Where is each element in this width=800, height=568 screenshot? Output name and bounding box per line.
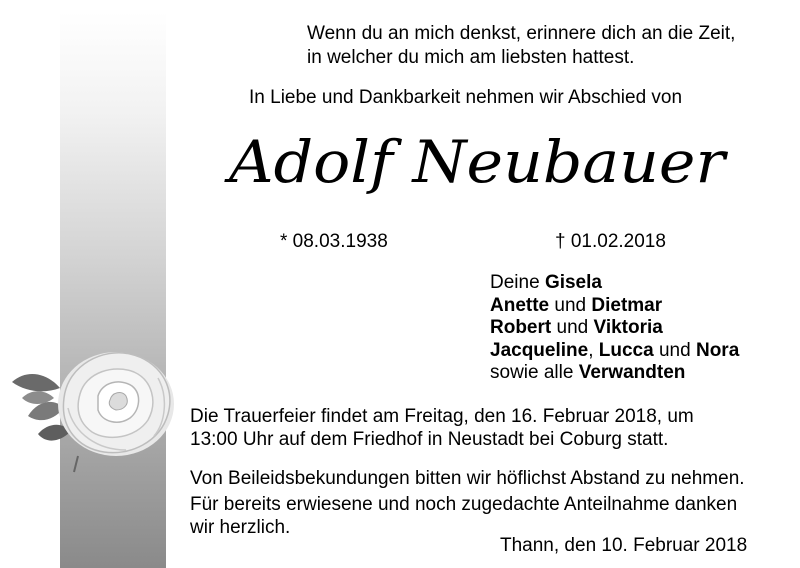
funeral-line-2: 13:00 Uhr auf dem Friedhof in Neustadt bei Coburg statt. xyxy=(190,429,669,450)
condolence-note: Von Beileidsbekundungen bitten wir höflichst Abstand zu nehmen. xyxy=(190,468,745,489)
thanks-line-1: Für bereits erwiesene und noch zugedachte Anteilnahme danken xyxy=(190,494,738,515)
death-date: † 01.02.2018 xyxy=(555,231,666,252)
mourner-line: sowie alle Verwandten xyxy=(490,362,686,383)
place-date: Thann, den 10. Februar 2018 xyxy=(500,535,748,556)
thanks-note xyxy=(190,493,737,539)
funeral-info xyxy=(190,405,694,451)
deceased-name xyxy=(222,116,732,208)
mourner-line: Jacqueline, Lucca und Nora xyxy=(490,339,740,361)
mourner-line: Anette und Dietmar xyxy=(490,294,663,316)
birth-date: * 08.03.1938 xyxy=(280,231,388,252)
thanks-line-2: wir herzlich. xyxy=(190,517,291,538)
mourner-line: Deine Gisela xyxy=(490,272,602,293)
quote-line-2: in welcher du mich am liebsten hattest. xyxy=(307,47,635,68)
funeral-line-1: Die Trauerfeier findet am Freitag, den 16. Februar 2018, um xyxy=(190,406,694,427)
rose-icon xyxy=(8,338,178,478)
quote-line-1: Wenn du an mich denkst, erinnere dich an die Zeit, xyxy=(307,23,736,44)
deceased-name-text: Adolf Neubauer xyxy=(223,128,729,196)
mourner-line: Robert und Viktoria xyxy=(490,317,663,338)
mourners-list xyxy=(490,272,739,385)
memorial-quote xyxy=(307,22,735,70)
gradient-band xyxy=(60,12,166,568)
farewell-intro: In Liebe und Dankbarkeit nehmen wir Abschied von xyxy=(249,87,683,108)
